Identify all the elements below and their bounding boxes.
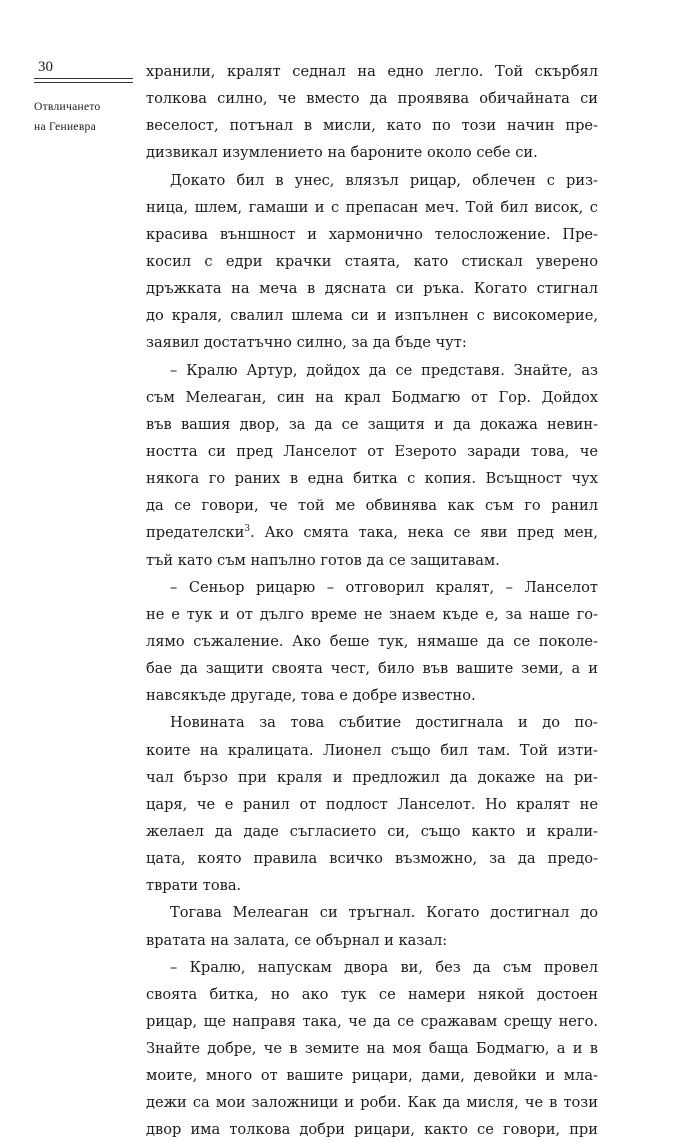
text-line: – Кралю, напускам двора ви, без да съм провел — [170, 958, 598, 976]
text-line: дръжката на меча в дясната си ръка. Когато стигнал — [146, 280, 598, 298]
text-line: – Сеньор рицарю – отговорил кралят, – Ланселот — [170, 578, 598, 596]
text-line: съм Мелеаган, син на крал Бодмагю от Гор. Дойдох — [146, 388, 598, 406]
paragraph — [146, 58, 598, 167]
text-line: толкова силно, че вместо да проявява обичайната си — [146, 90, 598, 108]
text-line: царя, че е ранил от подлост Ланселот. Но кралят не — [146, 795, 598, 813]
header-rule — [34, 78, 133, 79]
text-line: дизвикал изумлението на бароните около себе си. — [146, 144, 538, 162]
text-line: бае да защити своята чест, било във вашите земи, а и — [146, 660, 598, 678]
text-line: рицар, ще направя така, че да се сражавам срещу него. — [146, 1012, 598, 1030]
text-line: Новината за това събитие достигнала и до по- — [170, 714, 598, 732]
text-line: моите, много от вашите рицари, дами, девойки и мла- — [146, 1067, 598, 1085]
paragraph — [146, 357, 598, 574]
text-line: да се говори, че той ме обвинява как съм го ранил — [146, 497, 598, 515]
text-line: заявил достатъчно силно, за да бъде чут: — [146, 334, 467, 352]
text-line: вратата на залата, се обърнал и казал: — [146, 931, 448, 949]
running-head-line: на Гениевра — [34, 121, 97, 133]
text-line: двор има толкова добри рицари, както се говори, при — [146, 1121, 598, 1139]
running-head-line: Отвличането — [34, 101, 101, 113]
text-line: ността си пред Ланселот от Езерото заради това, че — [146, 442, 598, 460]
text-line: навсякъде другаде, това е добре известно. — [146, 687, 476, 705]
page-margin — [34, 58, 134, 137]
text-line: желаел да даде съгласието си, също както и крали- — [146, 822, 598, 840]
paragraph — [146, 167, 598, 357]
running-head — [34, 97, 134, 137]
text-line: Тогава Мелеаган си тръгнал. Когато достигнал до — [170, 904, 598, 922]
text-line: Знайте добре, че в земите на моя баща Бодмагю, а и в — [146, 1040, 598, 1058]
text-line: ница, шлем, гамаши и с препасан меч. Той бил висок, с — [146, 198, 598, 216]
body-text — [146, 58, 598, 1144]
text-line: своята битка, но ако тук се намери някой достоен — [146, 985, 598, 1003]
text-line: до краля, свалил шлема си и изпълнен с високомерие, — [146, 307, 598, 325]
text-line: не е тук и от дълго време не знаем къде е, за наше го- — [146, 605, 598, 623]
text-line: тъй като съм напълно готов да се защитавам. — [146, 551, 500, 569]
text-line: хранили, кралят седнал на едно легло. Той скърбял — [146, 63, 598, 80]
text-line: тврати това. — [146, 877, 242, 895]
paragraph — [146, 574, 598, 710]
text-line: някога го раних в една битка с копия. Всъщност чух — [146, 470, 598, 488]
header-rule-secondary — [34, 82, 133, 83]
text-line: веселост, потънал в мисли, като по този начин пре- — [146, 117, 598, 135]
text-line: дежи са мои заложници и роби. Как да мисля, че в този — [146, 1094, 598, 1112]
text-line: цата, която правила всичко възможно, за да предо- — [146, 850, 598, 868]
text-line: красива външност и хармонично телосложение. Пре- — [146, 225, 598, 243]
text-line: коите на кралицата. Лионел също бил там. Той изти- — [146, 741, 598, 759]
text-line: предателски$^3$. Ако смята така, нека се яви пред мен, — [146, 524, 598, 542]
text-line: чал бързо при краля и предложил да докаже на ри- — [146, 768, 598, 786]
text-line: Докато бил в унес, влязъл рицар, облечен с риз- — [170, 171, 598, 189]
paragraph — [146, 709, 598, 899]
paragraph — [146, 899, 598, 953]
page-number: 30 — [38, 59, 53, 75]
text-line: във вашия двор, за да се защитя и да докажа невин- — [146, 415, 598, 433]
text-line: косил с едри крачки стаята, като стискал уверено — [146, 252, 598, 270]
paragraph — [146, 954, 598, 1144]
footnote-marker: 3 — [244, 524, 251, 535]
text-line: – Кралю Артур, дойдох да се представя. Знайте, аз — [170, 361, 598, 379]
text-line: лямо съжаление. Ако беше тук, нямаше да се поколе- — [146, 632, 598, 650]
